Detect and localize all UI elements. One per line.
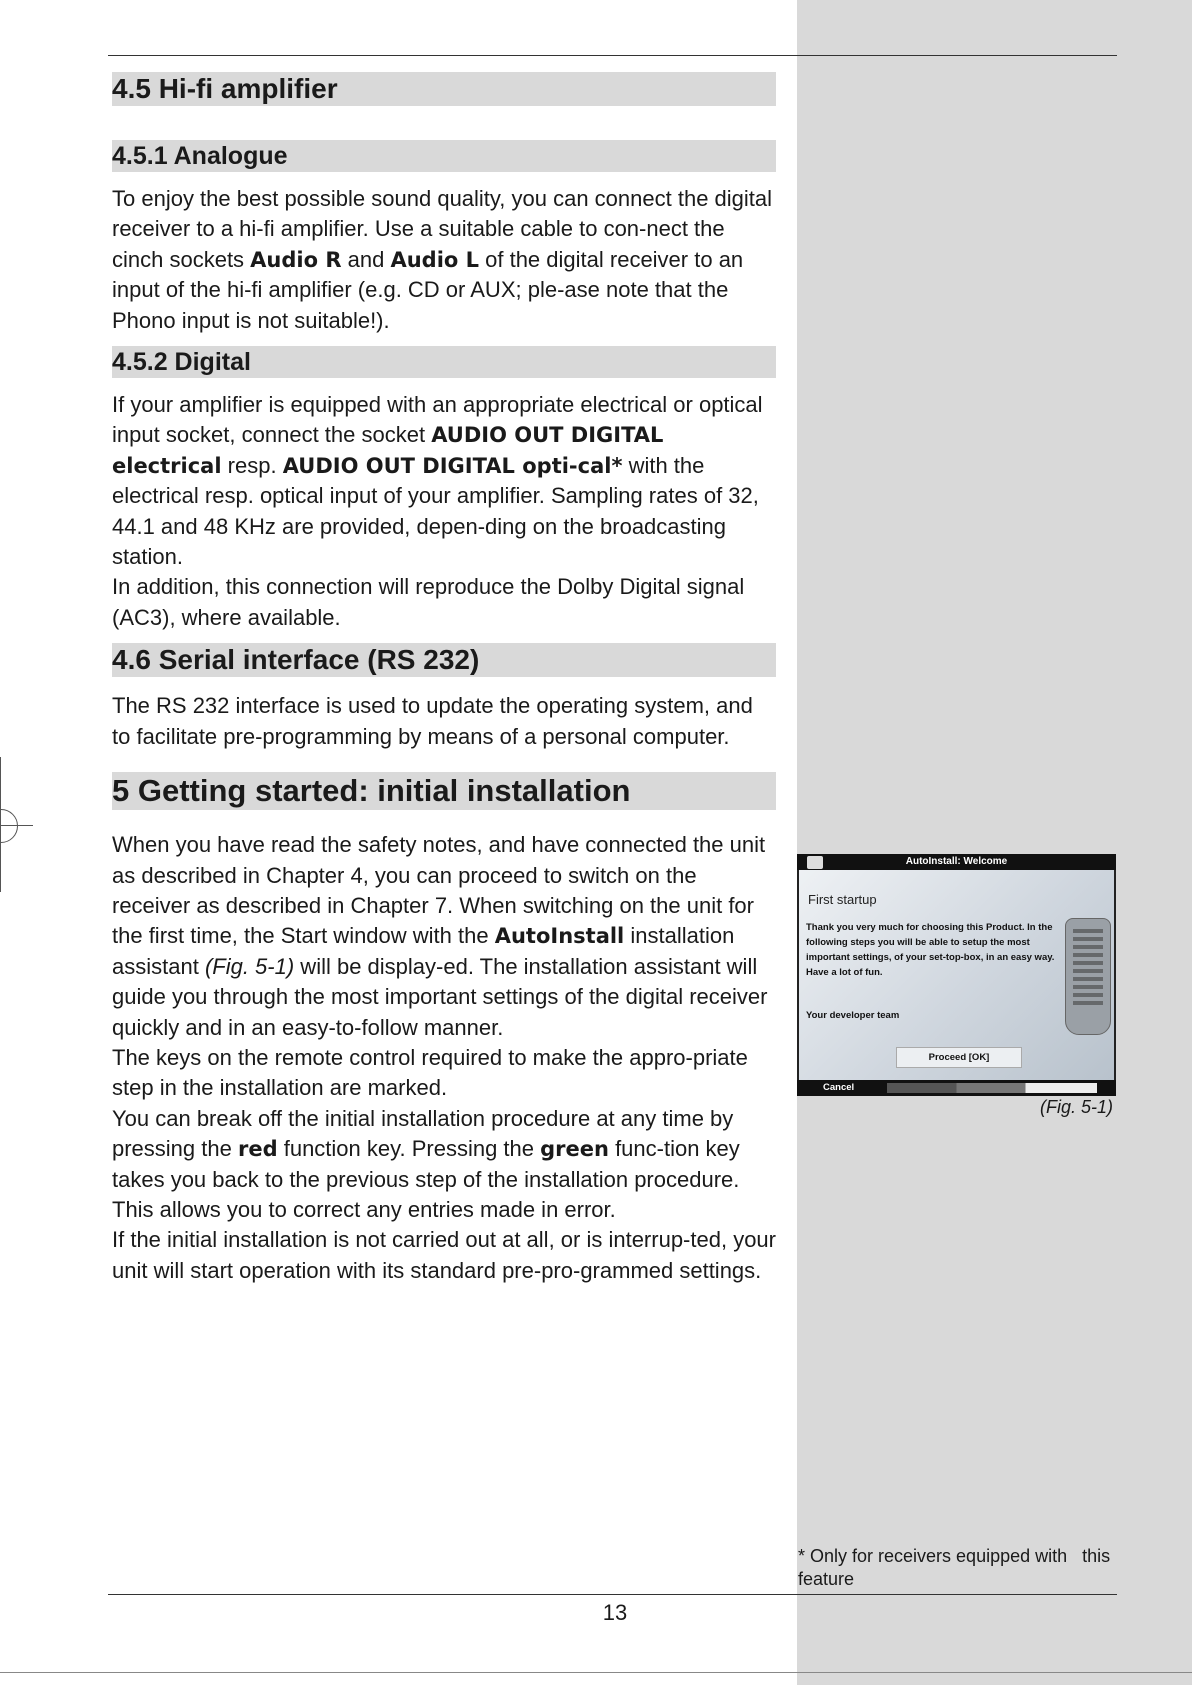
bottom-rule [108,1594,1117,1595]
text-run: of the digital receiver to an input of the hi-fi amplifier (e.g. CD or AUX; ple-ase note that the Phono input is not suitable!). [112,246,744,333]
cancel-label: Cancel [823,1082,855,1093]
bold-term-audio-out-electrical: AUDIO OUT DIGITAL electrical [112,423,664,478]
bold-term-audio-r: Audio R [250,247,342,272]
text-run: installation assistant [112,923,735,979]
text-run: with the electrical resp. optical input of your amplifier. Sampling rates of 32, 44.1 and 48 KHz are provided, depen-ding on the broadcasting station. [112,452,759,570]
text-run: You can break off the initial installation procedure at any time by pressing the [112,1105,734,1162]
top-rule [108,55,1117,56]
main-content [112,72,776,1286]
section-heading-5: 5 Getting started: initial installation [112,772,776,810]
text-run: If your amplifier is equipped with an appropriate electrical or optical input socket, connect the socket [112,392,763,448]
figure-heading: First startup [808,892,877,907]
paragraph-standard-settings: If the initial installation is not carried out at all, or is interrup-ted, your unit will start operation with its standard pre-pro-grammed settings. [112,1227,776,1283]
text-run: will be display-ed. The installation assistant will guide you through the most important settings of the digital receiver quickly and in an easy-to-follow manner. [112,953,768,1040]
sidebar-column [797,0,1192,1685]
bold-term-audio-l: Audio L [390,247,480,272]
text-run: and [341,246,391,272]
figure-screen [799,870,1114,1080]
text-run: To enjoy the best possible sound quality, you can connect the digital receiver to a hi-fi amplifier. Use a suitable cable to con-nect the cinch sockets [112,186,773,272]
page-number: 13 [602,1600,628,1625]
paragraph-analogue [112,184,776,336]
paragraph-rs232: The RS 232 interface is used to update the operating system, and to facilitate pre-programming by means of a personal computer. [112,693,753,749]
text-run: function key. Pressing the [277,1136,541,1162]
text-run: resp. [221,452,283,478]
bold-term-green: green [540,1137,609,1162]
footnote: * Only for receivers equipped with this feature [798,1546,1111,1589]
remote-control-icon [1065,918,1111,1035]
color-keys-bar [887,1083,1097,1093]
paragraph-break-off [112,1104,776,1226]
bold-term-audio-out-optical: AUDIO OUT DIGITAL opti-cal* [282,453,623,478]
text-run: When you have read the safety notes, and have connected the unit as described in Chapter 4, you can proceed to switch on the receiver as described in Chapter 7. When switching on the unit for the first time, the Start window with the [112,832,766,949]
figure-titlebar: AutoInstall: Welcome [797,854,1116,870]
proceed-button: Proceed [OK] [896,1047,1022,1068]
paragraph-remote-keys: The keys on the remote control required to make the appro-priate step in the installation are marked. [112,1044,748,1101]
bold-term-autoinstall: AutoInstall [494,924,625,949]
section-heading-4-5-1: 4.5.1 Analogue [112,140,776,172]
bold-term-red: red [237,1137,278,1162]
paragraph-digital [112,390,776,572]
figure-reference: (Fig. 5-1) [204,953,295,979]
page-trim-line [0,1672,1192,1673]
text-run: func-tion key takes you back to the previous step of the installation procedure. This allows you to correct any entries made in error. [112,1136,740,1222]
figure-body-text: Thank you very much for choosing this Product. In the following steps you will be able to setup the most important settings, of your set-top-box, in an easy way. Have a lot of fun. [806,922,1055,978]
section-heading-4-6: 4.6 Serial interface (RS 232) [112,643,776,677]
figure-signature: Your developer team [806,1010,900,1021]
paragraph-getting-started [112,830,776,1043]
section-heading-4-5: 4.5 Hi-fi amplifier [112,72,776,106]
paragraph-dolby: In addition, this connection will reproduce the Dolby Digital signal (AC3), where available. [112,574,745,630]
registration-mark [0,809,18,843]
section-heading-4-5-2: 4.5.2 Digital [112,346,776,378]
figure-caption: (Fig. 5-1) [1039,1097,1113,1117]
document-icon [807,856,823,869]
figure-autoinstall-screen [797,854,1116,1096]
